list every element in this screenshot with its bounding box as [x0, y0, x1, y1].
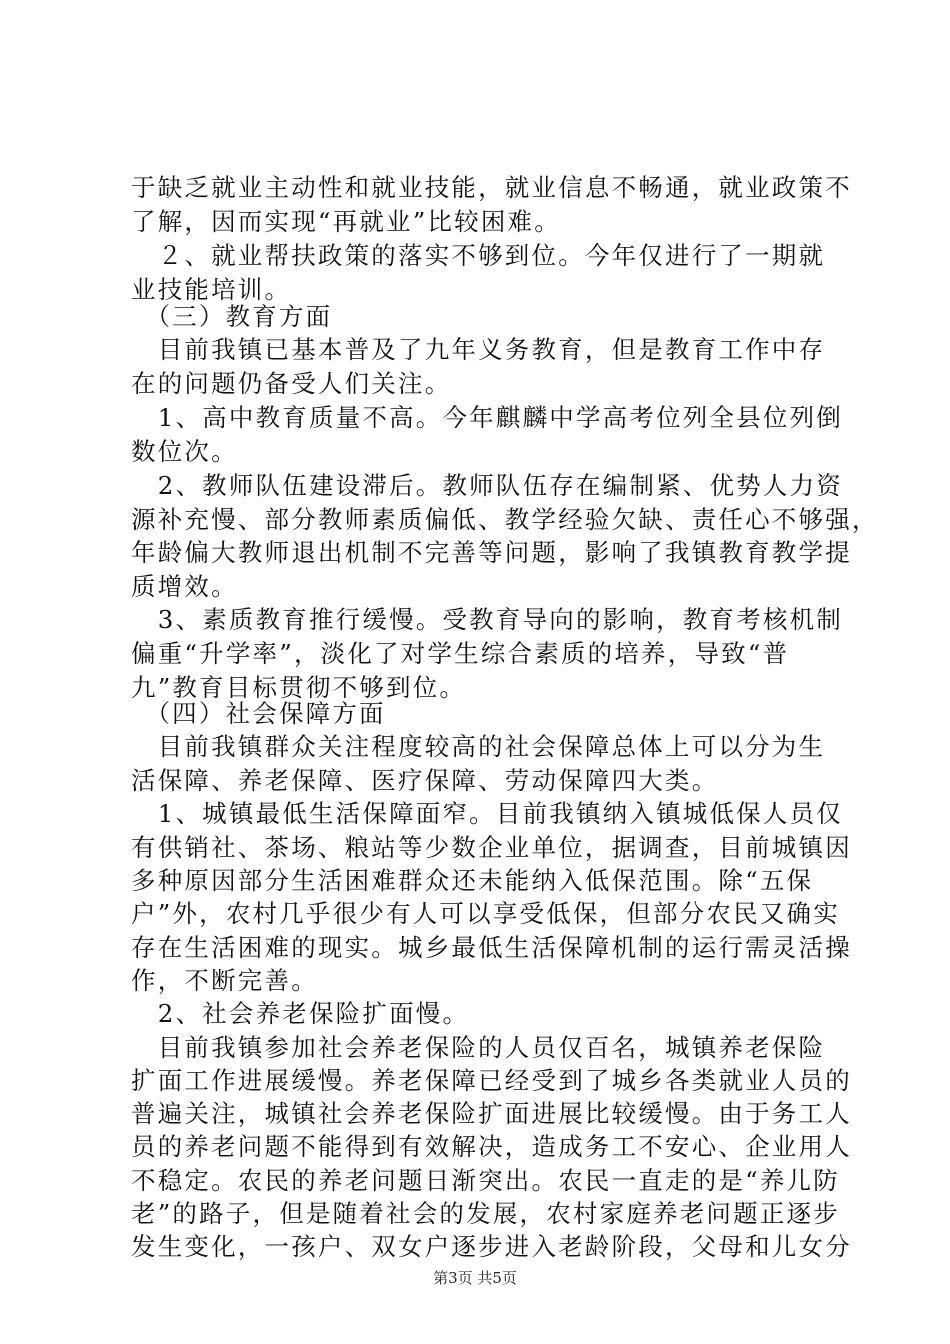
text-line: 普遍关注，城镇社会养老保险扩面进展比较缓慢。由于务工人	[131, 1099, 852, 1128]
text-line: 数位次。	[131, 437, 238, 466]
section-heading: （三）教育方面	[131, 302, 333, 331]
text-line: 存在生活困难的现实。城乡最低生活保障机制的运行需灵活操	[131, 933, 852, 962]
page-footer: 第3页 共5页	[433, 1269, 517, 1287]
text-line: 员的养老问题不能得到有效解决，造成务工不安心、企业用人	[131, 1132, 852, 1161]
text-line: 九”教育目标贯彻不够到位。	[131, 673, 467, 702]
text-line: 发生变化，一孩户、双女户逐步进入老龄阶段，父母和儿女分	[131, 1232, 852, 1261]
text-line: 了解，因而实现“再就业”比较困难。	[131, 207, 561, 236]
text-line: 2、社会养老保险扩面慢。	[131, 999, 470, 1028]
text-line: 目前我镇已基本普及了九年义务教育，但是教育工作中存	[131, 335, 826, 364]
text-line: 3、素质教育推行缓慢。受教育导向的影响，教育考核机制	[131, 605, 843, 634]
text-line: ２、就业帮扶政策的落实不够到位。今年仅进行了一期就	[131, 241, 826, 270]
text-line: 年龄偏大教师退出机制不完善等问题，影响了我镇教育教学提	[131, 538, 852, 567]
text-line: 目前我镇群众关注程度较高的社会保障总体上可以分为生	[131, 732, 826, 761]
text-line: 1、城镇最低生活保障面窄。目前我镇纳入镇城低保人员仅	[131, 799, 843, 828]
text-line: 质增效。	[131, 572, 238, 601]
text-line: 老”的路子，但是随着社会的发展，农村家庭养老问题正逐步	[131, 1199, 840, 1228]
text-line: 偏重“升学率”，淡化了对学生综合素质的培养，导致“普	[131, 639, 790, 668]
text-line: 目前我镇参加社会养老保险的人员仅百名，城镇养老保险	[131, 1033, 826, 1062]
text-line: 作，不断完善。	[131, 966, 318, 995]
text-line: 于缺乏就业主动性和就业技能，就业信息不畅通，就业政策不	[131, 173, 852, 202]
text-line: 1、高中教育质量不高。今年麒麟中学高考位列全县位列倒	[131, 403, 843, 432]
text-line: 有供销社、茶场、粮站等少数企业单位，据调查，目前城镇因	[131, 833, 852, 862]
text-line: 2、教师队伍建设滞后。教师队伍存在编制紧、优势人力资	[131, 471, 843, 500]
section-heading: （四）社会保障方面	[131, 699, 386, 728]
text-line: 业技能培训。	[131, 275, 292, 304]
text-line: 源补充慢、部分教师素质偏低、教学经验欠缺、责任心不够强，	[131, 505, 879, 534]
text-line: 多种原因部分生活困难群众还未能纳入低保范围。除“五保	[131, 866, 814, 895]
text-line: 扩面工作进展缓慢。养老保障已经受到了城乡各类就业人员的	[131, 1066, 852, 1095]
text-line: 不稳定。农民的养老问题日渐突出。农民一直走的是“养儿防	[131, 1166, 840, 1195]
text-line: 活保障、养老保障、医疗保障、劳动保障四大类。	[131, 766, 719, 795]
text-line: 户”外，农村几乎很少有人可以享受低保，但部分农民又确实	[131, 899, 840, 928]
text-line: 在的问题仍备受人们关注。	[131, 369, 452, 398]
